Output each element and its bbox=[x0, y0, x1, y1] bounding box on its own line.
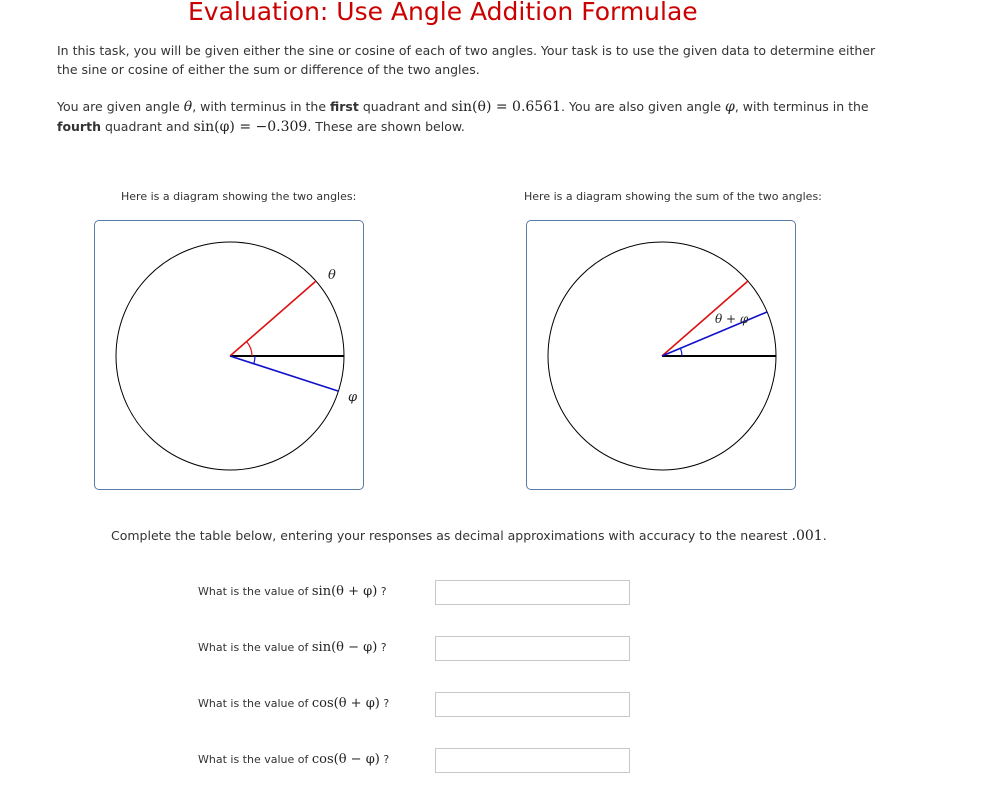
precision-value: .001 bbox=[791, 528, 823, 544]
question-label-4: What is the value of cos(θ − φ) ? bbox=[198, 752, 390, 767]
left-diagram-caption: Here is a diagram showing the two angles: bbox=[121, 190, 357, 203]
intro-paragraph: In this task, you will be given either the sine or cosine of each of two angles. Your task is to use the given data to determine either the sine or cosine of either the sum or difference of the two angles. bbox=[57, 43, 876, 77]
given-text-5: , with terminus in the bbox=[734, 99, 869, 114]
given-text-2: , with terminus in the bbox=[192, 99, 330, 114]
answer-input-sin-sum[interactable] bbox=[435, 580, 630, 605]
given-text-4: . You are also given angle bbox=[561, 99, 725, 114]
two-angles-svg bbox=[95, 221, 365, 491]
sum-angle-svg bbox=[527, 221, 797, 491]
instructions-text: Complete the table below, entering your responses as decimal approximations with accuracy to the nearest bbox=[111, 528, 792, 543]
phi-label: φ bbox=[348, 390, 358, 405]
sum-angle-diagram bbox=[526, 220, 796, 490]
theta-terminal-side bbox=[230, 281, 316, 356]
question-expr-1: sin(θ + φ) bbox=[311, 584, 378, 599]
given-text-1: You are given angle bbox=[57, 99, 184, 114]
question-label-2: What is the value of sin(θ − φ) ? bbox=[198, 640, 387, 655]
question-expr-2: sin(θ − φ) bbox=[311, 640, 378, 655]
page-title: Evaluation: Use Angle Addition Formulae bbox=[188, 0, 698, 26]
phi-arc bbox=[254, 356, 255, 364]
sum-arc bbox=[680, 348, 682, 356]
given-text-7: . These are shown below. bbox=[307, 119, 465, 134]
first-quadrant-text: first bbox=[330, 99, 359, 114]
instructions bbox=[111, 528, 827, 544]
sin-phi-value: sin(φ) = −0.309 bbox=[193, 119, 308, 135]
answer-input-sin-diff[interactable] bbox=[435, 636, 630, 661]
given-text-6: quadrant and bbox=[100, 119, 194, 134]
theta-label: θ bbox=[328, 268, 336, 283]
sin-theta-value: sin(θ) = 0.6561 bbox=[451, 99, 562, 115]
question-expr-3: cos(θ + φ) bbox=[311, 696, 380, 711]
theta-symbol: θ bbox=[183, 99, 193, 115]
phi-terminal-side bbox=[230, 356, 338, 391]
instructions-end: . bbox=[822, 528, 827, 543]
theta-arc bbox=[247, 342, 252, 356]
two-angles-diagram bbox=[94, 220, 364, 490]
question-label-1: What is the value of sin(θ + φ) ? bbox=[198, 584, 387, 599]
sum-angle-label: θ + φ bbox=[715, 312, 749, 326]
question-label-3: What is the value of cos(θ + φ) ? bbox=[198, 696, 390, 711]
question-expr-4: cos(θ − φ) bbox=[311, 752, 380, 767]
given-paragraph bbox=[57, 97, 887, 137]
right-diagram-caption: Here is a diagram showing the sum of the two angles: bbox=[524, 190, 822, 203]
fourth-quadrant-text: fourth bbox=[57, 119, 101, 134]
answer-input-cos-sum[interactable] bbox=[435, 692, 630, 717]
answer-input-cos-diff[interactable] bbox=[435, 748, 630, 773]
phi-symbol: φ bbox=[725, 99, 735, 115]
given-text-3: quadrant and bbox=[358, 99, 452, 114]
